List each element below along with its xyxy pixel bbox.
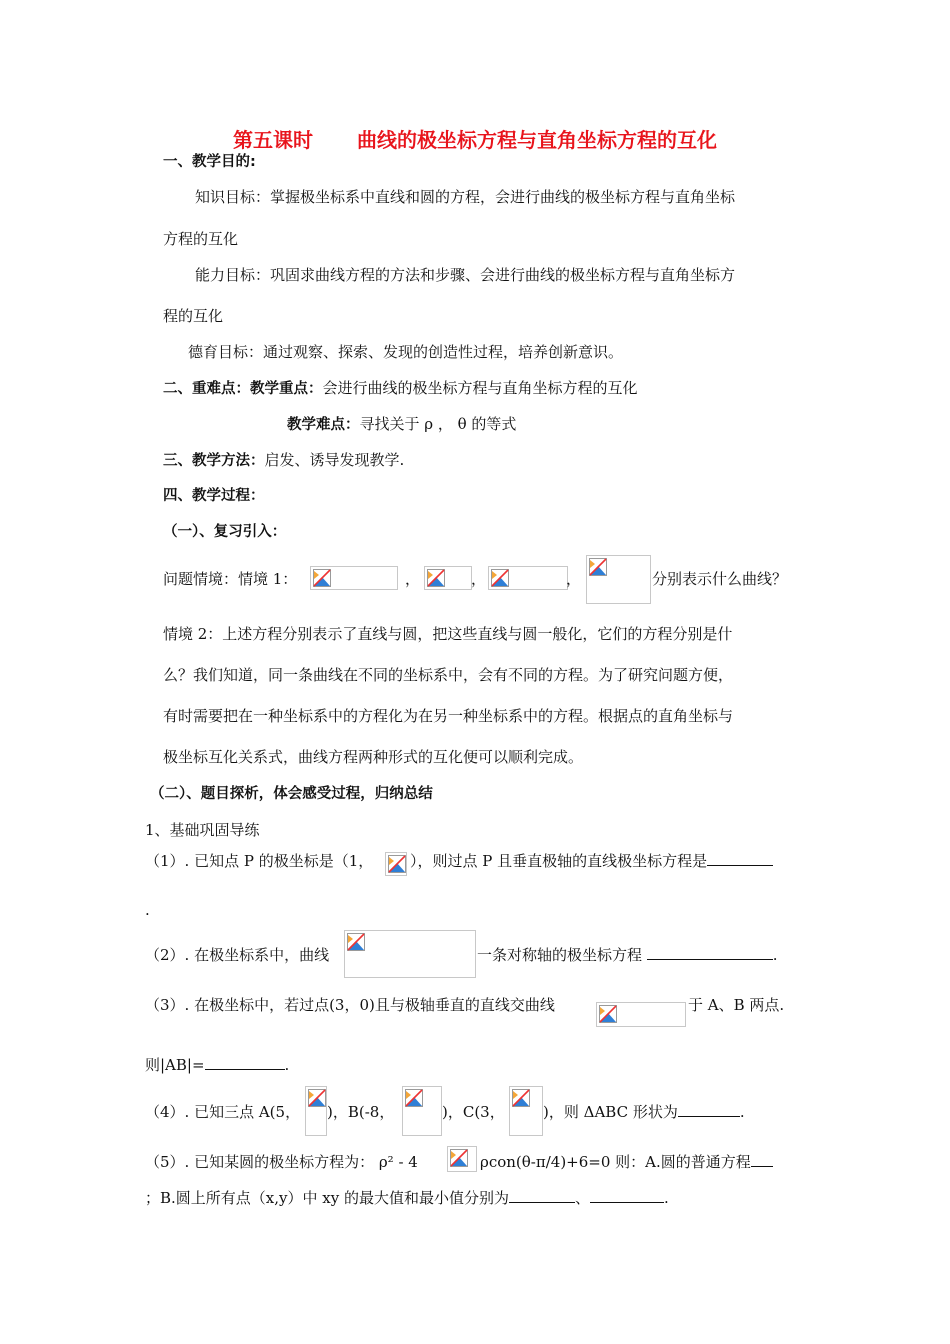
- lesson-topic: 曲线的极坐标方程与直角坐标方程的互化: [357, 128, 717, 152]
- point-b-text: )，B(-8，: [327, 1103, 395, 1121]
- part-2-subheading: 1、基础巩固导练: [145, 821, 260, 839]
- section-3-heading: 三、教学方法：: [163, 453, 265, 469]
- answer-blank-3[interactable]: [205, 1055, 285, 1070]
- question-5-rest: [480, 1152, 773, 1172]
- answer-blank-1[interactable]: [707, 851, 773, 866]
- answer-blank-5a[interactable]: [751, 1152, 773, 1167]
- lesson-number: 第五课时: [233, 128, 313, 152]
- comma-2: ，: [471, 570, 487, 588]
- situation-2-line-1: 情境 2：上述方程分别表示了直线与圆，把这些直线与圆一般化，它们的方程分别是什: [163, 625, 733, 643]
- question-4-start: （4）. 已知三点 A(5，: [145, 1103, 301, 1121]
- point-c-angle-image: [509, 1086, 543, 1136]
- situation-2-line-2: 么？我们知道，同一条曲线在不同的坐标系中，会有不同的方程。为了研究问题方便，: [163, 666, 734, 684]
- key-point-text: 会进行曲线的极坐标方程与直角坐标方程的互化: [322, 379, 638, 397]
- situation-1-question: 分别表示什么曲线？: [652, 570, 788, 588]
- situation-2-line-4: 极坐标互化关系式，曲线方程两种形式的互化便可以顺利完成。: [163, 748, 584, 766]
- question-1-angle-image: [385, 852, 407, 876]
- broken-image-icon: [347, 933, 365, 951]
- question-5-part-b: [145, 1188, 669, 1208]
- broken-image-icon: [512, 1089, 530, 1107]
- point-b-angle-image: [402, 1086, 442, 1136]
- method-text: 启发、诱导发现教学.: [264, 451, 405, 469]
- ability-goal-line-2: 程的互化: [163, 307, 224, 325]
- moral-goal: 德育目标：通过观察、探索、发现的创造性过程，培养创新意识。: [188, 343, 624, 361]
- question-3-ask: [145, 1055, 289, 1075]
- answer-blank-2[interactable]: [647, 945, 773, 960]
- broken-image-icon: [450, 1149, 468, 1167]
- equation-image-4: [586, 555, 651, 604]
- question-5-text: ρcon(θ-π/4)+6=0 则：A.圆的普通方程: [480, 1153, 751, 1171]
- review-heading: （一）、复习引入：: [163, 524, 287, 540]
- question-5-period: .: [663, 1189, 669, 1207]
- question-1-rest: [410, 851, 773, 871]
- question-5-coef-image: [447, 1146, 477, 1172]
- point-a-angle-image: [305, 1086, 327, 1136]
- comma-1: ，: [405, 570, 421, 588]
- question-5-separator: 、: [574, 1189, 590, 1207]
- knowledge-goal-line-1: 知识目标：掌握极坐标系中直线和圆的方程，会进行曲线的极坐标方程与直角坐标: [195, 188, 736, 206]
- equation-image-3: [488, 566, 568, 590]
- difficulty-label: 教学难点：: [287, 417, 360, 433]
- section-4-heading: 四、教学过程：: [163, 488, 265, 504]
- broken-image-icon: [599, 1005, 617, 1023]
- question-4-rest: [543, 1102, 745, 1122]
- question-2-curve-image: [344, 930, 476, 978]
- section-2-line: [163, 378, 638, 399]
- broken-image-icon: [313, 569, 331, 587]
- point-c-text: )，C(3，: [442, 1103, 505, 1121]
- question-1-text: ），则过点 P 且垂直极轴的直线极坐标方程是: [410, 852, 708, 870]
- question-2-text: 一条对称轴的极坐标方程: [477, 946, 643, 964]
- question-3-text: 则|AB|=: [145, 1056, 205, 1074]
- section-3-line: [163, 450, 404, 471]
- knowledge-goal-line-2: 方程的互化: [163, 230, 239, 248]
- question-2-start: （2）. 在极坐标系中，曲线: [145, 946, 330, 964]
- difficulty-text: 寻找关于 ρ ， θ 的等式: [359, 415, 517, 433]
- broken-image-icon: [388, 855, 406, 873]
- difficulty-line: [287, 414, 516, 435]
- question-1-period: .: [145, 901, 150, 919]
- comma-3: ，: [566, 570, 582, 588]
- equation-image-2: [424, 566, 472, 590]
- answer-blank-5c[interactable]: [590, 1188, 664, 1203]
- broken-image-icon: [405, 1089, 423, 1107]
- ability-goal-line-1: 能力目标：巩固求曲线方程的方法和步骤、会进行曲线的极坐标方程与直角坐标方: [195, 266, 736, 284]
- part-2-heading: （二）、题目探析，体会感受过程，归纳总结: [150, 786, 433, 802]
- section-1-heading: 一、教学目的:: [163, 154, 256, 170]
- question-1-start: （1）. 已知点 P 的极坐标是（1，: [145, 852, 374, 870]
- question-2-period: .: [772, 946, 778, 964]
- broken-image-icon: [427, 569, 445, 587]
- situation-1-label: 问题情境：情境 1：: [163, 570, 298, 588]
- question-3-period: .: [284, 1056, 290, 1074]
- question-5-start: （5）. 已知某圆的极坐标方程为： ρ² - 4: [145, 1153, 418, 1171]
- answer-blank-4[interactable]: [678, 1102, 740, 1117]
- broken-image-icon: [589, 558, 607, 576]
- question-3-intersection: 于 A、B 两点.: [688, 996, 785, 1014]
- situation-2-line-3: 有时需要把在一种坐标系中的方程化为在另一种坐标系中的方程。根据点的直角坐标与: [163, 707, 734, 725]
- question-3-start: （3）. 在极坐标中，若过点(3，0)且与极轴垂直的直线交曲线: [145, 996, 555, 1014]
- question-4-period: .: [739, 1103, 745, 1121]
- page-title: [0, 124, 950, 153]
- question-4-text: )，则 ΔABC 形状为: [543, 1103, 678, 1121]
- question-3-curve-image: [596, 1002, 686, 1027]
- equation-image-1: [310, 566, 398, 590]
- section-2-heading: 二、重难点：: [163, 381, 250, 397]
- answer-blank-5b[interactable]: [509, 1188, 575, 1203]
- key-point-label: 教学重点：: [250, 381, 323, 397]
- broken-image-icon: [308, 1089, 326, 1107]
- question-5-b-text: ；B.圆上所有点（x,y）中 xy 的最大值和最小值分别为: [145, 1189, 509, 1207]
- broken-image-icon: [491, 569, 509, 587]
- question-2-rest: [477, 945, 778, 965]
